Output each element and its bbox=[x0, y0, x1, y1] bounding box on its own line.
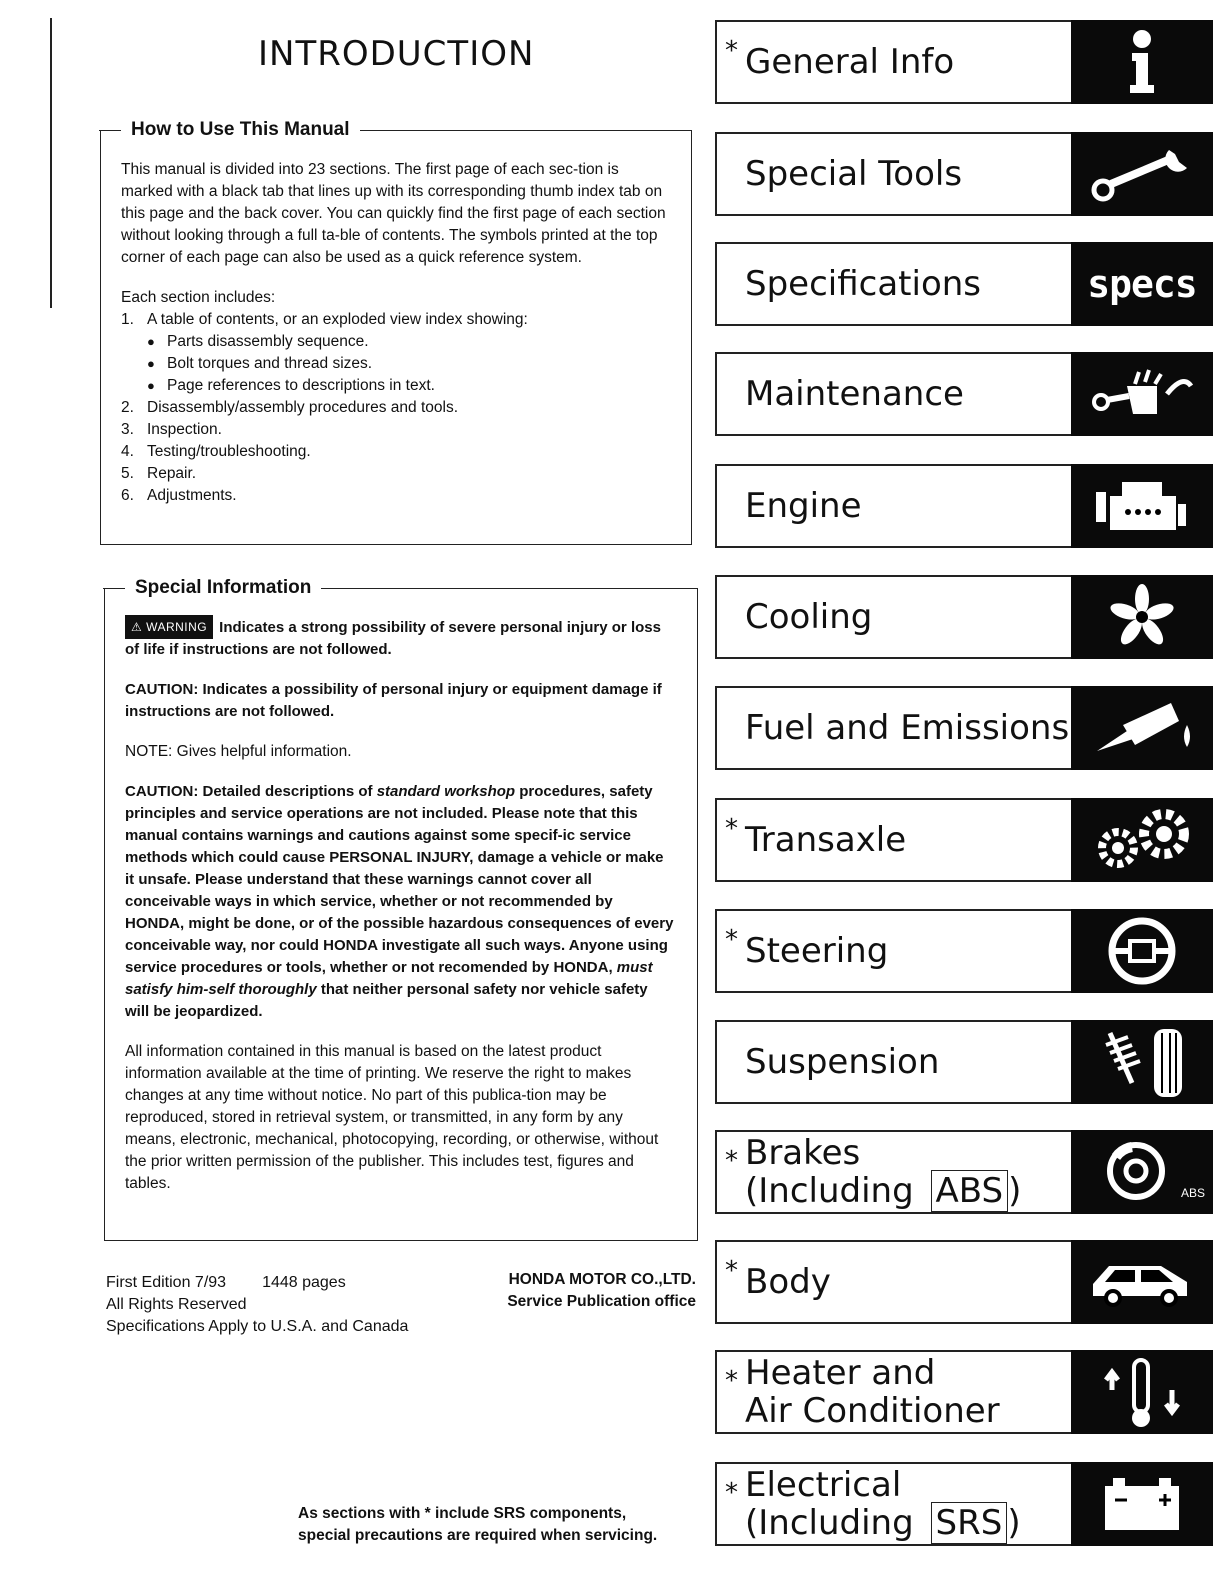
tab-steering[interactable]: * Steering bbox=[715, 909, 1213, 993]
company-name: HONDA MOTOR CO.,LTD. bbox=[508, 1271, 696, 1288]
tab-brakes[interactable]: * Brakes (Including ABS ) ABS bbox=[715, 1130, 1213, 1214]
wrench-icon bbox=[1071, 132, 1213, 216]
battery-icon bbox=[1071, 1462, 1213, 1546]
warning-badge: ⚠ WARNING bbox=[125, 615, 213, 639]
sub-list-item: ● Page references to descriptions in text. bbox=[147, 375, 671, 397]
brake-disc-icon: ABS bbox=[1071, 1130, 1213, 1214]
list-item: 4. Testing/troubleshooting. bbox=[121, 443, 311, 460]
specs-icon: specs bbox=[1071, 242, 1213, 326]
tab-cooling[interactable]: Cooling bbox=[715, 575, 1213, 659]
maintenance-hand-icon bbox=[1071, 352, 1213, 436]
caution-paragraph: CAUTION: Indicates a possibility of personal injury or equipment damage if instructions are not followed. bbox=[125, 681, 662, 720]
office-name: Service Publication office bbox=[507, 1293, 696, 1310]
section-contents-list bbox=[121, 309, 671, 507]
how-to-use-box bbox=[100, 119, 692, 545]
list-item: 6. Adjustments. bbox=[121, 487, 237, 504]
sub-list-container bbox=[121, 331, 671, 397]
warning-paragraph: ⚠ WARNING Indicates a strong possibility of severe personal injury or loss of life if instructions are not followed. bbox=[125, 615, 675, 661]
list-item: 3. Inspection. bbox=[121, 421, 222, 438]
note-paragraph: NOTE: Gives helpful information. bbox=[125, 743, 352, 760]
copyright-paragraph: All information contained in this manual is based on the latest product information available at the time of printing. We reserve the right to makes changes at any time without notice. No part of this publica-tion may be reproduced, stored in retrieval system, or transmitted, in any form by any means, electronic, mechanical, photocopying, recording, or otherwise, without the prior written permission of the publisher. This includes test, figures and tables. bbox=[125, 1043, 659, 1192]
edition-info bbox=[106, 1272, 408, 1338]
includes-label: Each section includes: bbox=[121, 289, 276, 306]
car-body-icon bbox=[1071, 1240, 1213, 1324]
info-icon bbox=[1071, 20, 1213, 104]
rights: All Rights Reserved bbox=[106, 1296, 247, 1313]
sub-list-item: ● Parts disassembly sequence. bbox=[147, 331, 671, 353]
page-count: 1448 pages bbox=[262, 1274, 346, 1291]
special-information-title: Special Information bbox=[125, 576, 321, 600]
tab-engine[interactable]: Engine bbox=[715, 464, 1213, 548]
fuel-nozzle-icon bbox=[1071, 686, 1213, 770]
how-to-use-title: How to Use This Manual bbox=[121, 118, 360, 142]
suspension-icon bbox=[1071, 1020, 1213, 1104]
fan-icon bbox=[1071, 575, 1213, 659]
sub-list-item: ● Bolt torques and thread sizes. bbox=[147, 353, 671, 375]
srs-note: As sections with * include SRS components, special precautions are required when servicing. bbox=[298, 1505, 658, 1544]
srs-box: SRS bbox=[931, 1502, 1008, 1544]
specs-apply: Specifications Apply to U.S.A. and Canada bbox=[106, 1318, 409, 1335]
tab-fuel-and-emissions[interactable]: Fuel and Emissions bbox=[715, 686, 1213, 770]
publisher-info bbox=[470, 1269, 696, 1313]
binding-edge-line bbox=[50, 18, 52, 308]
page-title: INTRODUCTION bbox=[258, 34, 535, 74]
special-information-box bbox=[104, 577, 698, 1241]
abs-box: ABS bbox=[931, 1170, 1009, 1212]
tab-suspension[interactable]: Suspension bbox=[715, 1020, 1213, 1104]
tab-transaxle[interactable]: * Transaxle bbox=[715, 798, 1213, 882]
tab-maintenance[interactable]: Maintenance bbox=[715, 352, 1213, 436]
how-to-use-intro: This manual is divided into 23 sections. The first page of each sec-tion is marked with a black tab that lines up with its corresponding thumb index tab on this page and the back cover. You can quickly find the first page of each section without looking through a full ta-ble of contents. The symbols printed at the top corner of each page can also be used as a quick reference system. bbox=[121, 161, 666, 266]
list-item: 1. A table of contents, or an exploded view index showing: bbox=[121, 311, 528, 328]
engine-icon bbox=[1071, 464, 1213, 548]
edition: First Edition 7/93 bbox=[106, 1274, 227, 1291]
sub-list bbox=[121, 331, 671, 397]
tab-body[interactable]: * Body bbox=[715, 1240, 1213, 1324]
tab-general-info[interactable]: * General Info bbox=[715, 20, 1213, 104]
gears-icon bbox=[1071, 798, 1213, 882]
list-item: 5. Repair. bbox=[121, 465, 197, 482]
tab-specifications[interactable]: Specifications specs bbox=[715, 242, 1213, 326]
caution-detail-paragraph: CAUTION: Detailed descriptions of standard workshop procedures, safety principles and service operations are not included. Please note that this manual contains warnings and cautions against some specif-ic service methods which could cause PERSONAL INJURY, damage a vehicle or make it unsafe. Please understand that these warnings cannot cover all conceivable ways in which service, whether or not recommended by HONDA, might be done, or of the possible hazardous consequences of every conceivable way, nor could HONDA investigate all such ways. Anyone using service procedures or tools, whether or not recomended by HONDA, must satisfy him-self thoroughly that neither personal safety nor vehicle safety will be jeopardized. bbox=[125, 783, 674, 1020]
tab-special-tools[interactable]: Special Tools bbox=[715, 132, 1213, 216]
tab-heater-and-air-conditioner[interactable]: * Heater and Air Conditioner bbox=[715, 1350, 1213, 1434]
thermometer-icon bbox=[1071, 1350, 1213, 1434]
steering-wheel-icon bbox=[1071, 909, 1213, 993]
list-item: 2. Disassembly/assembly procedures and tools. bbox=[121, 399, 458, 416]
tab-electrical[interactable]: * Electrical (Including SRS ) bbox=[715, 1462, 1213, 1546]
